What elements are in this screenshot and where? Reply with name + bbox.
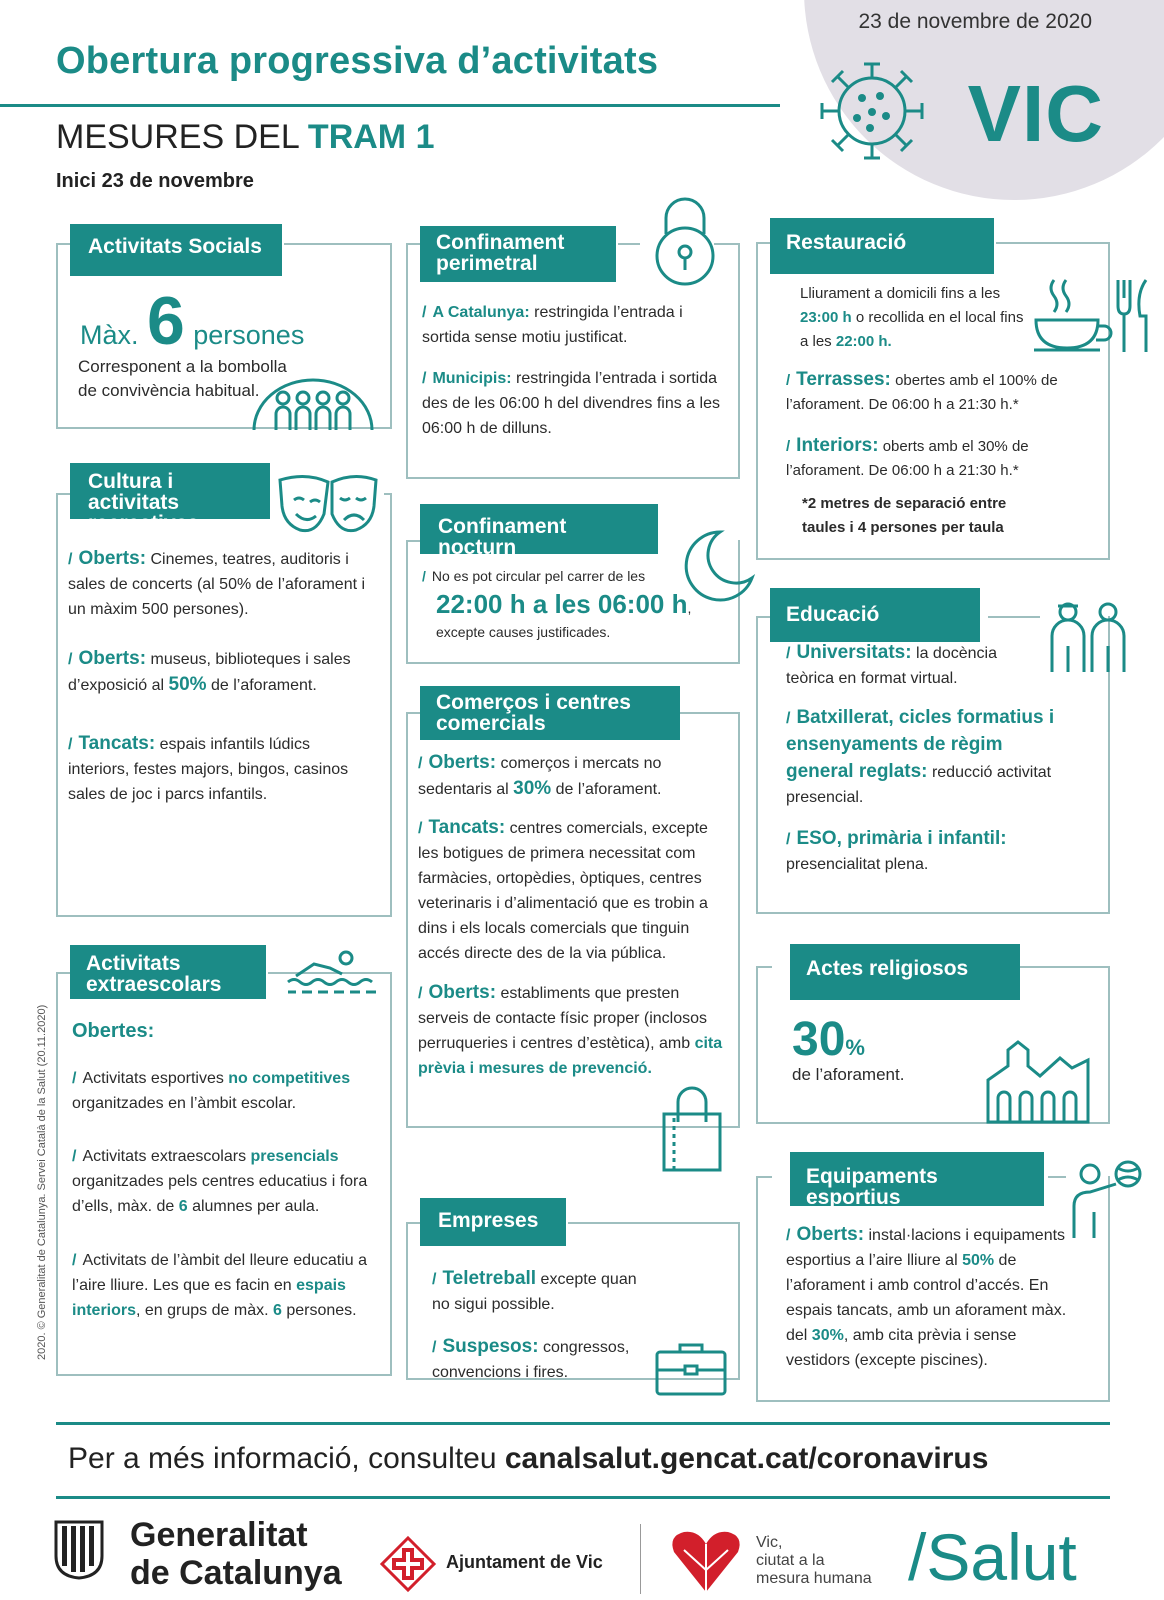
cultura-item-3: / Tancats: espais infantils lúdics interiors, festes majors, bingos, casinos sales de joc i parcs infantils. <box>68 733 349 803</box>
perimetral-item-2-lead: Municipis: <box>432 370 512 387</box>
empreses-item-2: / Suspesos: congressos, convencions i fires. <box>432 1336 630 1381</box>
date-label: 23 de novembre de 2020 <box>858 10 1092 33</box>
info-url[interactable]: canalsalut.gencat.cat/coronavirus <box>504 1442 989 1475</box>
religiosos-value <box>792 1012 865 1067</box>
comercos-item-1-b: de l’aforament. <box>551 781 662 798</box>
extra-item-2-hl2: 6 <box>178 1198 188 1215</box>
extra-item-1-b: organitzades en l’àmbit escolar. <box>72 1095 297 1112</box>
comercos-item-3-hl: cita prèvia i mesures de prevenció. <box>418 1035 723 1077</box>
esportius-header: Equipaments esportius <box>790 1152 1044 1206</box>
educacio-item-3: / ESO, primària i infantil: presencialitat plena. <box>786 828 1007 873</box>
generalitat-line1: Generalitat <box>130 1516 308 1554</box>
comercos-item-3-lead: Oberts: <box>428 982 497 1003</box>
people-group-icon <box>252 376 374 432</box>
socials-header: Activitats Socials <box>70 224 282 276</box>
educacio-item-2-text: reducció activitat presencial. <box>786 764 1052 806</box>
empreses-item-1-lead: Teletreball <box>442 1268 537 1289</box>
comercos-item-2-lead: Tancats: <box>428 817 506 838</box>
subtitle-highlight: TRAM 1 <box>307 118 435 156</box>
educacio-item-1-text: la docència teòrica en format virtual. <box>786 645 997 687</box>
generalitat-logo-text <box>130 1516 342 1592</box>
empreses-item-2-lead: Suspesos: <box>442 1336 539 1357</box>
virus-icon <box>812 56 932 166</box>
vic-tagline-line3: mesura humana <box>756 1570 872 1587</box>
religiosos-unit: % <box>845 1035 865 1060</box>
comercos-item-1-a: comerços i mercats no sedentaris al <box>418 755 662 798</box>
extra-item-1-hl: no competitives <box>228 1070 351 1087</box>
briefcase-icon <box>654 1340 728 1396</box>
copyright-credit: 2020. © Generalitat de Catalunya. Servei Català de la Salut (20.11.2020) <box>36 1004 48 1360</box>
nocturn-text: / No es pot circular pel carrer de les 22:00 h a les 06:00 h, excepte causes justificades. <box>422 568 692 640</box>
restauracio-item-2: / Interiors: oberts amb el 30% de l’aforament. De 06:00 h a 21:30 h.* <box>786 435 1029 479</box>
restauracio-intro-h2: 22:00 h. <box>835 333 892 350</box>
subtitle-prefix: MESURES DEL <box>56 118 308 156</box>
restauracio-item-2-lead: Interiors: <box>796 435 879 456</box>
page-title: Obertura progressiva d’activitats <box>56 40 659 82</box>
extra-item-3: / Activitats de l’àmbit del lleure educatiu a l’aire lliure. Les que es facin en espais interiors, en grups de màx. 6 persones. <box>72 1252 368 1319</box>
nocturn-pre: No es pot circular pel carrer de les <box>431 568 646 584</box>
students-icon <box>1046 596 1130 676</box>
generalitat-line2: de Catalunya <box>130 1554 342 1592</box>
esportius-text: / Oberts: instal·lacions i equipaments esportius a l’aire lliure al 50% de l’aforament i amb control d’accés. En espais tancats, amb un aforament màx. del 30%, amb cita prèvia i sense vestidors (excepte piscines). <box>786 1224 1067 1369</box>
cultura-item-1-lead: Oberts: <box>78 548 147 569</box>
swimmer-icon <box>286 946 378 1002</box>
max-unit: persones <box>193 320 305 350</box>
esportius-b: de l’aforament i amb control d’accés. En espais tancats, amb un aforament màx. del <box>786 1252 1067 1344</box>
educacio-item-3-text: presencialitat plena. <box>786 856 929 873</box>
cup-cutlery-icon <box>1030 276 1154 354</box>
esportius-hl2: 30% <box>811 1327 844 1344</box>
extraescolars-header: Activitats extraescolars <box>70 945 266 999</box>
extra-item-2-b: organitzades pels centres educatius i fora d’ells, màx. de <box>72 1173 368 1215</box>
info-prefix: Per a més informació, consulteu <box>68 1442 505 1475</box>
esportius-hl: 50% <box>962 1252 995 1269</box>
comercos-item-1-lead: Oberts: <box>428 752 497 773</box>
info-line <box>68 1442 988 1476</box>
extra-item-2-hl: presencials <box>250 1148 339 1165</box>
cultura-item-2-hl: 50% <box>168 674 207 695</box>
perimetral-item-1: / A Catalunya: restringida l’entrada i sortida sense motiu justificat. <box>422 304 683 346</box>
cultura-item-2-lead: Oberts: <box>78 648 147 669</box>
educacio-item-2-lead: Batxillerat, cicles formatius i ensenyaments de règim general reglats: <box>786 707 1055 782</box>
footer-bottom-rule <box>56 1496 1110 1499</box>
cultura-item-3-lead: Tancats: <box>78 733 156 754</box>
footer-separator <box>640 1524 641 1594</box>
vic-heart-icon <box>670 1530 742 1594</box>
max-label: Màx. <box>80 320 139 350</box>
extra-item-3-hl: espais interiors <box>72 1277 346 1319</box>
ajuntament-emblem-icon <box>380 1536 436 1592</box>
religiosos-label: de l’aforament. <box>792 1065 905 1084</box>
restauracio-intro-h1: 23:00 h <box>800 309 852 326</box>
comercos-item-2-a: centres comercials, excepte les botigues de primera necessitat com farmàcies, ortopèdies, òptiques, centres veterinaris i d’alimentació que es trobin a dins i els locals comercials que tinguin accés directe des de la via pública. <box>418 820 708 962</box>
page-subtitle <box>56 118 434 157</box>
comercos-item-2: / Tancats: centres comercials, excepte les botigues de primera necessitat com farmàcies, ortopèdies, òptiques, centres veterinaris i d’alimentació que es trobin a dins i els locals comercials que tinguin accés directe des de la via pública. <box>418 817 708 962</box>
empreses-header: Empreses <box>420 1198 566 1246</box>
perimetral-item-1-lead: A Catalunya: <box>432 304 530 321</box>
esportius-a: instal·lacions i equipaments esportius a l’aire lliure al <box>786 1227 1066 1269</box>
socials-max <box>80 282 304 360</box>
esportius-lead: Oberts: <box>796 1224 865 1245</box>
perimetral-header: Confinament perimetral <box>420 226 616 282</box>
extra-item-2-a: Activitats extraescolars <box>82 1148 251 1165</box>
restauracio-header: Restauració <box>770 218 994 274</box>
cultura-item-1: / Oberts: Cinemes, teatres, auditoris i sales de concerts (al 50% de l’aforament i un màxim 500 persones). <box>68 548 366 618</box>
cultura-item-2-text-a: museus, biblioteques i sales d’exposició al <box>68 651 351 694</box>
religiosos-header: Actes religiosos <box>790 944 1020 1000</box>
educacio-item-1: / Universitats: la docència teòrica en format virtual. <box>786 642 997 687</box>
nocturn-hours: 22:00 h a les 06:00 h <box>436 589 688 619</box>
socials-note: Corresponent a la bombolla de convivència habitual. <box>78 357 287 400</box>
cultura-item-2: / Oberts: museus, biblioteques i sales d’exposició al 50% de l’aforament. <box>68 648 351 695</box>
cultura-item-2-text-b: de l’aforament. <box>206 677 317 694</box>
extraescolars-intro: Obertes: <box>72 1020 155 1042</box>
comercos-item-1: / Oberts: comerços i mercats no sedentaris al 30% de l’aforament. <box>418 752 662 799</box>
empreses-item-1: / Teletreball excepte quan no sigui possible. <box>432 1268 637 1313</box>
generalitat-emblem-icon <box>54 1520 104 1580</box>
church-icon <box>984 1040 1094 1124</box>
vic-tagline-line1: Vic, <box>756 1534 783 1551</box>
extra-item-1-a: Activitats esportives <box>82 1070 229 1087</box>
comercos-item-1-hl: 30% <box>513 778 552 799</box>
restauracio-item-1: / Terrasses: obertes amb el 100% de l’aforament. De 06:00 h a 21:30 h.* <box>786 369 1058 413</box>
cultura-item-3-text: espais infantils lúdics interiors, festes majors, bingos, casinos sales de joc i parcs infantils. <box>68 736 349 803</box>
restauracio-item-1-text: obertes amb el 100% de l’aforament. De 06:00 h a 21:30 h.* <box>786 372 1058 413</box>
educacio-item-2: / Batxillerat, cicles formatius i ensenyaments de règim general reglats: reducció activitat presencial. <box>786 707 1055 806</box>
restauracio-item-1-lead: Terrasses: <box>796 369 891 390</box>
comercos-item-3-a: establiments que presten serveis de contacte físic proper (inclosos perruqueries i centres d’estètica), amb <box>418 985 708 1052</box>
vic-tagline-line2: ciutat a la <box>756 1552 825 1569</box>
restauracio-item-2-text: oberts amb el 30% de l’aforament. De 06:00 h a 21:30 h.* <box>786 438 1029 479</box>
educacio-item-3-lead: ESO, primària i infantil: <box>796 828 1007 849</box>
cultura-item-1-text: Cinemes, teatres, auditoris i sales de concerts (al 50% de l’aforament i un màxim 500 persones). <box>68 551 366 618</box>
extra-item-3-b: , en grups de màx. <box>136 1302 273 1319</box>
sport-player-icon <box>1068 1160 1144 1240</box>
comercos-header: Comerços i centres comercials <box>420 686 680 740</box>
restauracio-note: *2 metres de separació entre taules i 4 persones per taula <box>802 495 1007 536</box>
extra-item-1: / Activitats esportives no competitives organitzades en l’àmbit escolar. <box>72 1070 351 1112</box>
start-date: Inici 23 de novembre <box>56 170 254 192</box>
restauracio-intro-b: o recollida en el local fins a les <box>800 309 1024 350</box>
city-name: VIC <box>967 69 1104 158</box>
extra-item-3-a: Activitats de l’àmbit del lleure educatiu a l’aire lliure. Les que es facin en <box>72 1252 368 1294</box>
lock-icon <box>650 194 720 286</box>
perimetral-item-2: / Municipis: restringida l’entrada i sortida des de les 06:00 h del divendres fins a les 06:00 h de dilluns. <box>422 370 720 437</box>
max-number: 6 <box>146 283 185 359</box>
cultura-header: Cultura i activitats recreatives <box>70 463 270 519</box>
extra-item-3-c: persones. <box>281 1302 357 1319</box>
extra-item-3-hl2: 6 <box>272 1302 282 1319</box>
religiosos-number: 30 <box>792 1013 846 1066</box>
empreses-item-1-text: excepte quan no sigui possible. <box>432 1271 637 1313</box>
salut-logo: /Salut <box>908 1520 1077 1594</box>
esportius-c: , amb cita prèvia i sense vestidors (excepte piscines). <box>786 1327 1017 1369</box>
theatre-masks-icon <box>276 470 380 542</box>
nocturn-header: Confinament nocturn <box>420 504 658 554</box>
perimetral-item-1-text: restringida l’entrada i sortida sense motiu justificat. <box>422 304 683 346</box>
extra-item-2: / Activitats extraescolars presencials organitzades pels centres educatius i fora d’ells, màx. de 6 alumnes per aula. <box>72 1148 368 1215</box>
vic-tagline <box>756 1534 872 1588</box>
educacio-header: Educació <box>770 588 980 642</box>
footer-top-rule <box>56 1422 1110 1425</box>
shopping-bag-icon <box>660 1088 724 1174</box>
perimetral-item-2-text: restringida l’entrada i sortida des de les 06:00 h del divendres fins a les 06:00 h de dilluns. <box>422 370 720 437</box>
empreses-item-2-text: congressos, convencions i fires. <box>432 1339 630 1381</box>
ajuntament-label: Ajuntament de Vic <box>446 1552 603 1572</box>
title-divider <box>0 104 780 107</box>
educacio-item-1-lead: Universitats: <box>796 642 912 663</box>
restauracio-intro <box>800 282 1032 354</box>
extra-item-2-c: alumnes per aula. <box>187 1198 320 1215</box>
nocturn-post: excepte causes justificades. <box>436 624 611 640</box>
comercos-item-3: / Oberts: establiments que presten serveis de contacte físic proper (inclosos perruqueries i centres d’estètica), amb cita prèvia i mesures de prevenció. <box>418 982 723 1077</box>
restauracio-intro-a: Lliurament a domicili fins a les <box>800 285 1001 302</box>
